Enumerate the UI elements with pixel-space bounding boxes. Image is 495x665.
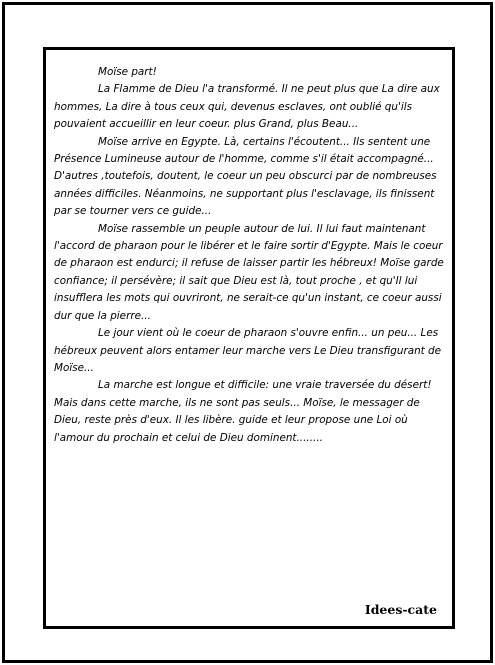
story-text <box>54 64 446 447</box>
paragraph-3: Moïse arrive en Egypte. Là, certains l'écoutent... Ils sentent une Présence Lumineuse autour de l'homme, comme s'il était accompagné... D'autres ,toutefois, doutent, le coeur un peu obscurci par de nombreuses années difficiles. Néanmoins, ne supportant plus l'esclavage, ils finissent par se tourner vers ce guide... <box>54 135 437 218</box>
paragraph-5: Le jour vient où le coeur de pharaon s'ouvre enfin... un peu... Les hébreux peuvent alors entamer leur marche vers Le Dieu transfigurant de Moïse... <box>54 327 442 374</box>
text-frame <box>43 47 455 629</box>
paragraph-4: Moïse rassemble un peuple autour de lui. Il lui faut maintenant l'accord de pharaon pour le libérer et le faire sortir d'Egypte. Mais le coeur de pharaon est endurci; il refuse de laisser partir les hébreux! Moïse garde confiance; il persévère; il sait que Dieu est là, tout proche , et qu'Il lui insufflera les mots qui ouvriront, ne serait-ce qu'un instant, ce coeur aussi dur que la pierre... <box>54 222 444 322</box>
signature: Idees-cate <box>364 602 437 617</box>
paragraph-6: La marche est longue et difficile: une vraie traversée du désert! Mais dans cette marche, ils ne sont pas seuls... Moïse, le messager de Dieu, reste près d'eux. Il les libère. guide et leur propose une Loi où l'amour du prochain et celui de Dieu dominent........ <box>54 379 432 444</box>
outer-frame <box>2 2 493 663</box>
paragraph-1: Moïse part! <box>98 66 157 78</box>
paragraph-2: La Flamme de Dieu l'a transformé. Il ne peut plus que La dire aux hommes, La dire à tous ceux qui, devenus esclaves, ont oublié qu'ils pouvaient accueillir en leur coeur. plus Grand, plus Beau... <box>54 83 440 131</box>
